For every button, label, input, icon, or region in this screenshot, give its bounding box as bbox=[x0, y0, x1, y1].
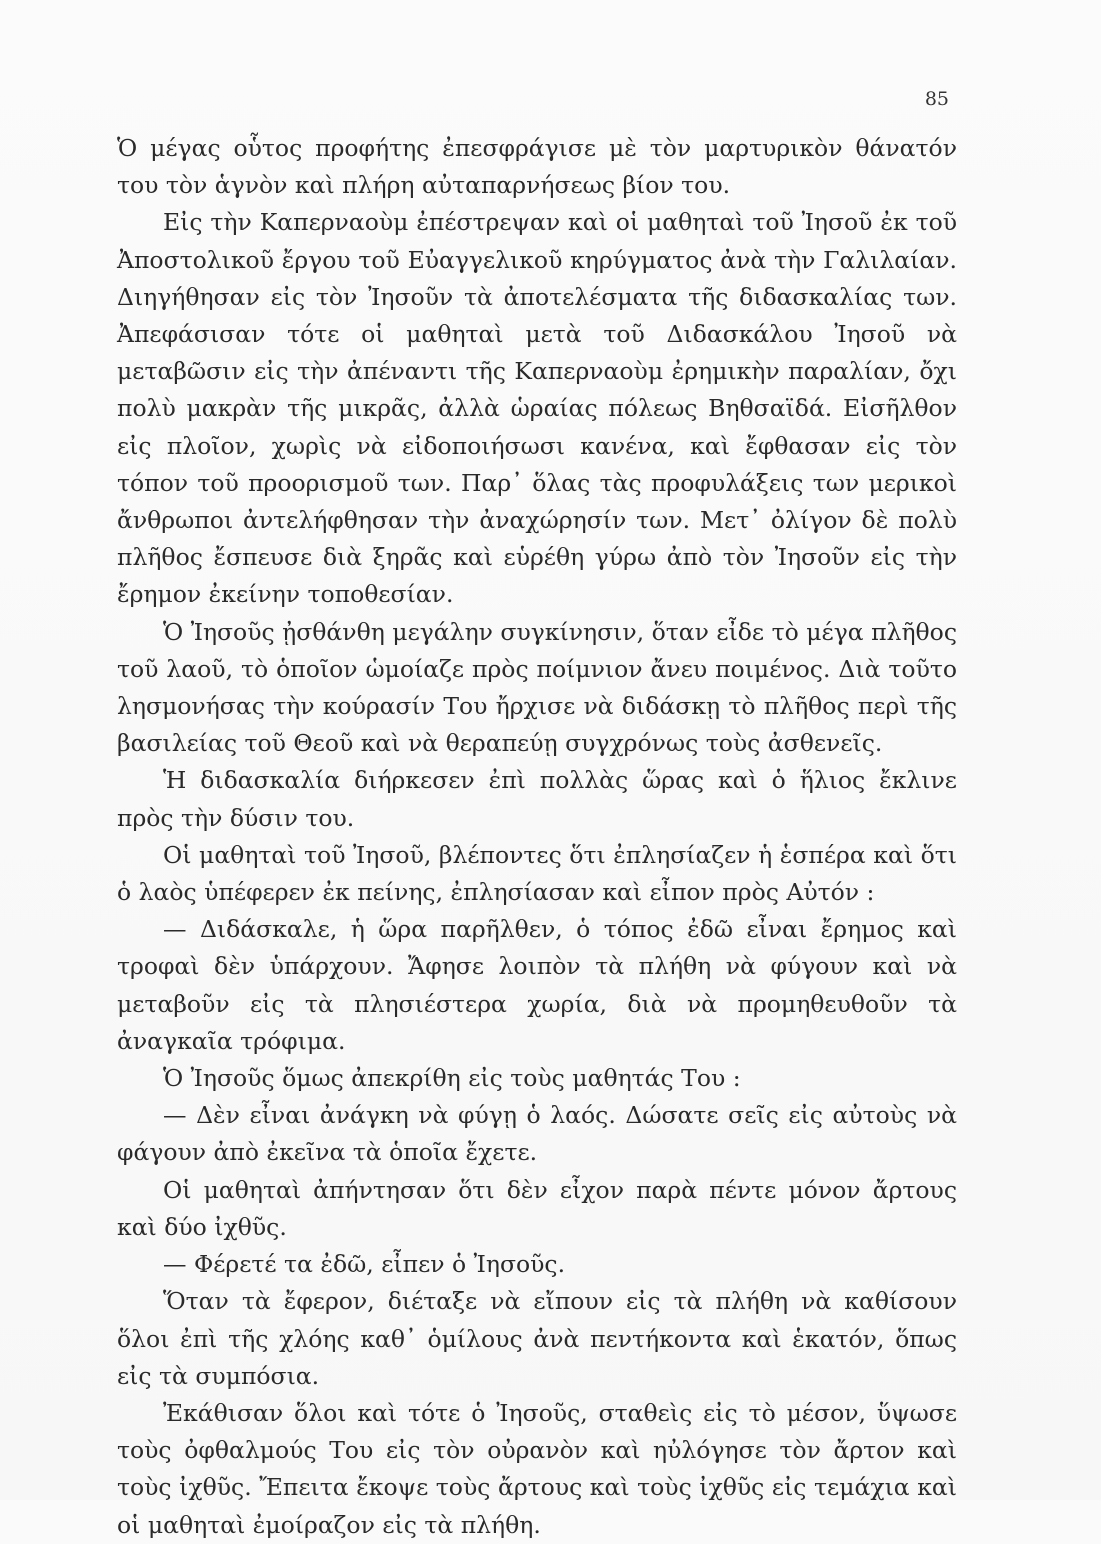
paragraph: Ὁ Ἰησοῦς ᾐσθάνθη μεγάλην συγκίνησιν, ὅταν εἶδε τὸ μέγα πλῆθος τοῦ λαοῦ, τὸ ὁποῖον ὡμοίαζε πρὸς ποίμνιον ἄνευ ποιμένος. Διὰ τοῦτο λησμονήσας τὴν κούρασίν Του ἤρχισε νὰ διδάσκῃ τὸ πλῆθος περὶ τῆς βασιλείας τοῦ Θεοῦ καὶ νὰ θεραπεύῃ συγχρόνως τοὺς ἀσθενεῖς. bbox=[117, 617, 957, 758]
paragraph: — Φέρετέ τα ἐδῶ, εἶπεν ὁ Ἰησοῦς. bbox=[163, 1250, 566, 1279]
paragraph: Οἱ μαθηταὶ τοῦ Ἰησοῦ, βλέποντες ὅτι ἐπλησίαζεν ἡ ἑσπέρα καὶ ὅτι ὁ λαὸς ὑπέφερεν ἐκ πείνης, ἐπλησίασαν καὶ εἶπον πρὸς Αὐτόν : bbox=[117, 840, 957, 907]
paragraph: Ὁ μέγας οὗτος προφήτης ἐπεσφράγισε μὲ τὸν μαρτυρικὸν θάνατόν του τὸν ἁγνὸν καὶ πλήρη αὐταπαρνήσεως βίον του. bbox=[117, 134, 957, 200]
body-text bbox=[117, 130, 957, 1544]
paragraph: Οἱ μαθηταὶ ἀπήντησαν ὅτι δὲν εἶχον παρὰ πέντε μόνον ἄρτους καὶ δύο ἰχθῦς. bbox=[117, 1175, 957, 1241]
page-number: 85 bbox=[924, 88, 949, 110]
paragraph: Ὅταν τὰ ἔφερον, διέταξε νὰ εἴπουν εἰς τὰ πλήθη νὰ καθίσουν ὅλοι ἐπὶ τῆς χλόης καθ᾽ ὁμίλους ἀνὰ πεντήκοντα καὶ ἑκατόν, ὅπως εἰς τὰ συμπόσια. bbox=[117, 1287, 957, 1390]
paragraph: — Διδάσκαλε, ἡ ὥρα παρῆλθεν, ὁ τόπος ἐδῶ εἶναι ἔρημος καὶ τροφαὶ δὲν ὑπάρχουν. Ἄφησε λοιπὸν τὰ πλήθη νὰ φύγουν καὶ νὰ μεταβοῦν εἰς τὰ πλησιέστερα χωρία, διὰ νὰ προμηθευθοῦν τὰ ἀναγκαῖα τρόφιμα. bbox=[117, 915, 957, 1055]
paragraph: Ἐκάθισαν ὅλοι καὶ τότε ὁ Ἰησοῦς, σταθεὶς εἰς τὸ μέσον, ὕψωσε τοὺς ὀφθαλμούς Του εἰς τὸν οὐρανὸν καὶ ηὐλόγησε τὸν ἄρτον καὶ τοὺς ἰχθῦς. Ἔπειτα ἔκοψε τοὺς ἄρτους καὶ τοὺς ἰχθῦς εἰς τεμάχια καὶ οἱ μαθηταὶ ἐμοίραζον εἰς τὰ πλήθη. bbox=[117, 1398, 957, 1539]
paragraph: — Δὲν εἶναι ἀνάγκη νὰ φύγῃ ὁ λαός. Δώσατε σεῖς εἰς αὐτοὺς νὰ φάγουν ἀπὸ ἐκεῖνα τὰ ὁποῖα ἔχετε. bbox=[117, 1101, 957, 1167]
paragraph: Ἡ διδασκαλία διήρκεσεν ἐπὶ πολλὰς ὥρας καὶ ὁ ἥλιος ἔκλινε πρὸς τὴν δύσιν του. bbox=[117, 766, 957, 832]
paragraph: Ὁ Ἰησοῦς ὅμως ἀπεκρίθη εἰς τοὺς μαθητάς Του : bbox=[163, 1064, 741, 1093]
paragraph: Εἰς τὴν Καπερναοὺμ ἐπέστρεψαν καὶ οἱ μαθηταὶ τοῦ Ἰησοῦ ἐκ τοῦ Ἀποστολικοῦ ἔργου τοῦ Εὐαγγελικοῦ κηρύγματος ἀνὰ τὴν Γαλιλαίαν. Διηγήθησαν εἰς τὸν Ἰησοῦν τὰ ἀποτελέσματα τῆς διδασκαλίας των. Ἀπεφάσισαν τότε οἱ μαθηταὶ μετὰ τοῦ Διδασκάλου Ἰησοῦ νὰ μεταβῶσιν εἰς τὴν ἀπέναντι τῆς Καπερναοὺμ ἐρημικὴν παραλίαν, ὄχι πολὺ μακρὰν τῆς μικρᾶς, ἀλλὰ ὡραίας πόλεως Βηθσαϊδά. Εἰσῆλθον εἰς πλοῖον, χωρὶς νὰ εἰδοποιήσωσι κανένα, καὶ ἔφθασαν εἰς τὸν τόπον τοῦ προορισμοῦ των. Παρ᾽ ὅλας τὰς προφυλάξεις των μερικοὶ ἄνθρωποι ἀντελήφθησαν τὴν ἀναχώρησίν των. Μετ᾽ ὀλίγον δὲ πολὺ πλῆθος ἔσπευσε διὰ ξηρᾶς καὶ εὑρέθη γύρω ἀπὸ τὸν Ἰησοῦν εἰς τὴν ἔρημον ἐκείνην τοποθεσίαν. bbox=[117, 208, 957, 609]
